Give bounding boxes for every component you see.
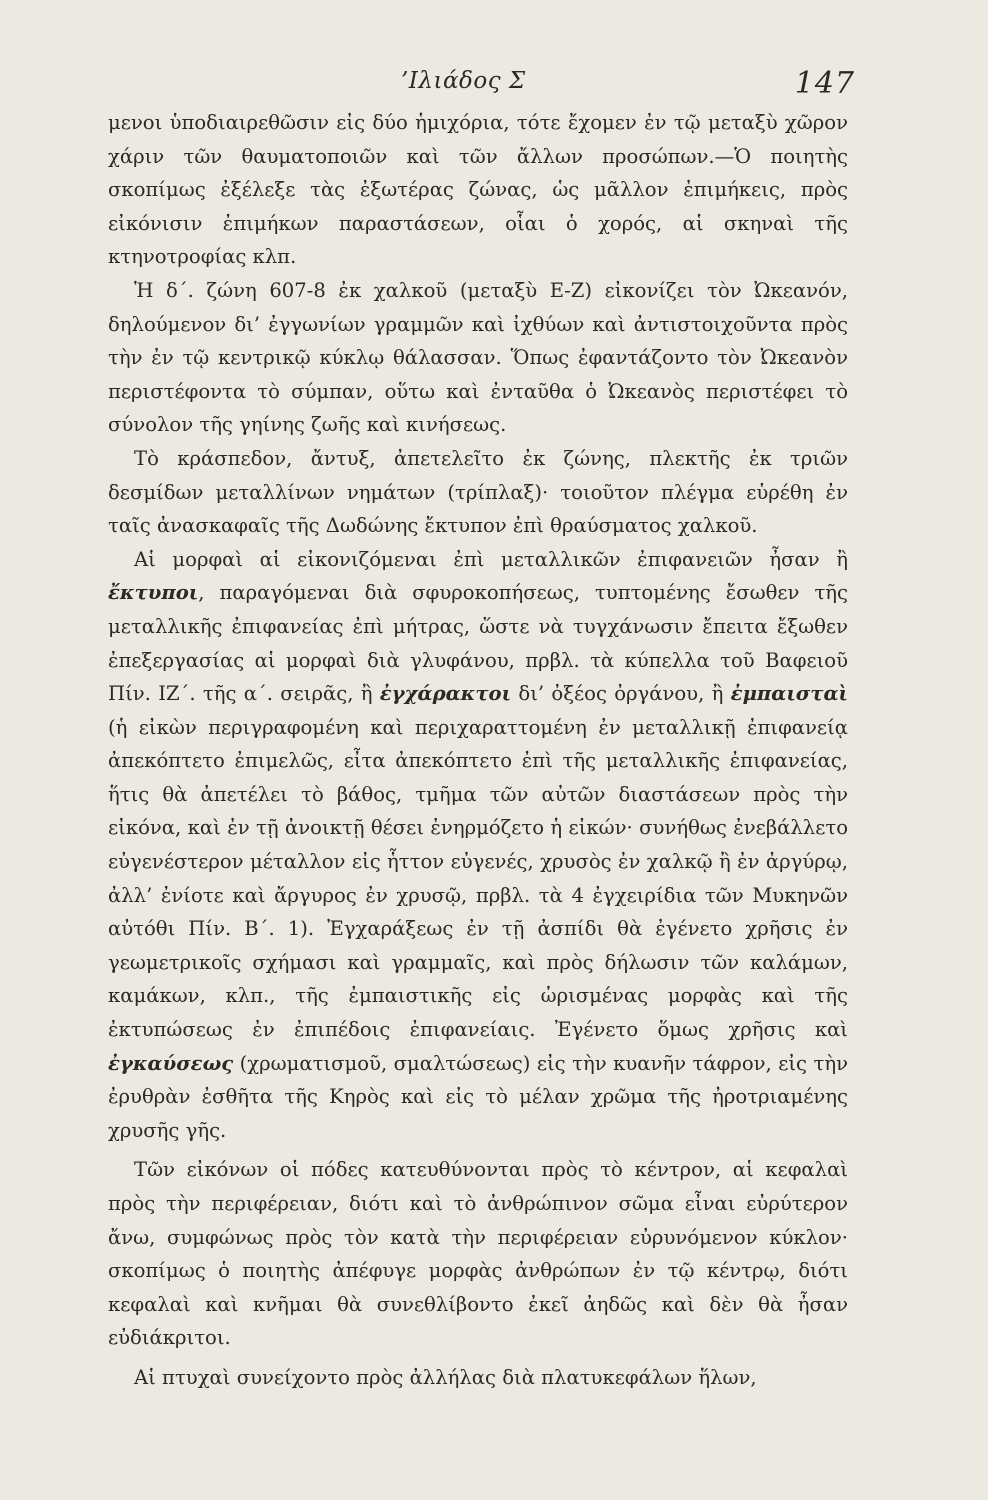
paragraph-kraspedon: Τὸ κράσπεδον, ἄντυξ, ἀπετελεῖτο ἐκ ζώνης, πλεκτῆς ἐκ τριῶν δεσμίδων μεταλλίνων νημάτων (τρίπλαξ)· τοιοῦτον πλέγμα εὑρέθη ἐν ταῖς ἀνασκαφαῖς τῆς Δωδώνης ἔκτυπον ἐπὶ θραύσματος χαλκοῦ. bbox=[108, 446, 848, 538]
paragraph-techniques bbox=[108, 543, 848, 1148]
text-run: Αἱ μορφαὶ αἱ εἰκονιζόμεναι ἐπὶ μεταλλικῶν ἐπιφανειῶν ἦσαν ἢ bbox=[134, 547, 848, 571]
term-empaistai: ἐμπαισταὶ bbox=[730, 682, 848, 706]
page-header bbox=[108, 64, 855, 106]
paragraph-okeanos: Ἡ δ΄. ζώνη 607-8 ἐκ χαλκοῦ (μεταξὺ Ε-Ζ) εἰκονίζει τὸν Ὠκεανόν, δηλούμενον δι’ ἐγγωνίων γραμμῶν καὶ ἰχθύων καὶ ἀντιστοιχοῦντα πρὸς τὴν ἐν τῷ κεντρικῷ κύκλῳ θάλασσαν. Ὅπως ἐφαντάζοντο τὸν Ὠκεανὸν περιστέφοντα τὸ σύμπαν, οὕτω καὶ ἐνταῦθα ὁ Ὠκεανὸς περιστέφει τὸ σύνολον τῆς γηίνης ζωῆς καὶ κινήσεως. bbox=[108, 278, 848, 437]
page-number: 147 bbox=[794, 66, 855, 101]
paragraph-continuation: μενοι ὑποδιαιρεθῶσιν εἰς δύο ἡμιχόρια, τότε ἔχομεν ἐν τῷ μεταξὺ χῶρον χάριν τῶν θαυματοποιῶν καὶ τῶν ἄλλων προσώπων.—Ὁ ποιητὴς σκοπίμως ἐξέλεξε τὰς ἐξωτέρας ζώνας, ὡς μᾶλλον ἐπιμήκεις, πρὸς εἰκόνισιν ἐπιμήκων παραστάσεων, οἷαι ὁ χορός, αἱ σκηναὶ τῆς κτηνοτροφίας κλπ. bbox=[108, 111, 848, 269]
term-engkausis: ἐγκαύσεως bbox=[108, 1051, 234, 1075]
text-run: (χρωματισμοῦ, σμαλτώσεως) εἰς τὴν κυανῆν τάφρον, εἰς τὴν ἐρυθρὰν ἐσθῆτα τῆς Κηρὸς καὶ εἰς τὸ μέλαν χρῶμα τῆς ἠροτριαμένης χρυσῆς γῆς. bbox=[108, 1051, 848, 1142]
body-text bbox=[108, 106, 848, 1395]
text-run: , παραγόμεναι διὰ σφυροκοπήσεως, τυπτομένης ἔσωθεν τῆς μεταλλικῆς ἐπιφανείας ἐπὶ μήτρας, ὥστε νὰ τυγχάνωσιν ἔπειτα ἔξωθεν ἐπεξεργασίας αἱ μορφαὶ διὰ γλυφάνου, πρβλ. τὰ κύπελλα τοῦ Βαφειοῦ Πίν. ΙΖ΄. τῆς α΄. σειρᾶς, ἢ bbox=[108, 581, 848, 706]
text-run: (ἡ εἰκὼν περιγραφομένη καὶ περιχαραττομένη ἐν μεταλλικῇ ἐπιφανείᾳ ἀπεκόπτετο ἐπιμελῶς, εἶτα ἀπεκόπτετο ἐπὶ τῆς μεταλλικῆς ἐπιφανείας, ἥτις θὰ ἀπετέλει τὸ βάθος, τμῆμα τῶν αὐτῶν διαστάσεων πρὸς τὴν εἰκόνα, καὶ ἐν τῇ ἀνοικτῇ θέσει ἐνηρμόζετο ἡ εἰκών· συνήθως ἐνεβάλλετο εὐγενέστερον μέταλλον εἰς ἧττον εὐγενές, χρυσὸς ἐν χαλκῷ ἢ ἐν ἀργύρῳ, ἀλλ’ ἐνίοτε καὶ ἄργυρος ἐν χρυσῷ, πρβλ. τὰ 4 ἐγχειρίδια τῶν Μυκηνῶν αὐτόθι Πίν. Β΄. 1). Ἐγχαράξεως ἐν τῇ ἀσπίδι θὰ ἐγένετο χρῆσις ἐν γεωμετρικοῖς σχήμασι καὶ γραμμαῖς, καὶ πρὸς δήλωσιν τῶν καλάμων, καμάκων, κλπ., τῆς ἐμπαιστικῆς εἰς ὡρισμένας μορφὰς καὶ τῆς ἐκτυπώσεως ἐν ἐπιπέδοις ἐπιφανείαις. Ἐγένετο ὅμως χρῆσις καὶ bbox=[108, 715, 848, 1042]
paragraph-orientation: Τῶν εἰκόνων οἱ πόδες κατευθύνονται πρὸς τὸ κέντρον, αἱ κεφαλαὶ πρὸς τὴν περιφέρειαν, διότι καὶ τὸ ἀνθρώπινον σῶμα εἶναι εὐρύτερον ἄνω, συμφώνως πρὸς τὸν κατὰ τὴν περιφέρειαν εὐρυνόμενον κύκλον· σκοπίμως ὁ ποιητὴς ἀπέφυγε μορφὰς ἀνθρώπων ἐν τῷ κέντρῳ, διότι κεφαλαὶ καὶ κνῆμαι θὰ συνεθλίβοντο ἐκεῖ ἀηδῶς καὶ δὲν θὰ ἦσαν εὐδιάκριτοι. bbox=[108, 1158, 848, 1350]
running-title: ’Ιλιάδος Σ bbox=[401, 68, 526, 94]
term-engcharaktoi: ἐγχάρακτοι bbox=[379, 682, 512, 706]
term-ektypoi: ἔκτυποι bbox=[108, 581, 199, 605]
text-run: δι’ ὀξέος ὀργάνου, ἢ bbox=[518, 682, 724, 706]
paragraph-ptychai: Αἱ πτυχαὶ συνείχοντο πρὸς ἀλλήλας διὰ πλατυκεφάλων ἥλων, bbox=[134, 1365, 757, 1389]
